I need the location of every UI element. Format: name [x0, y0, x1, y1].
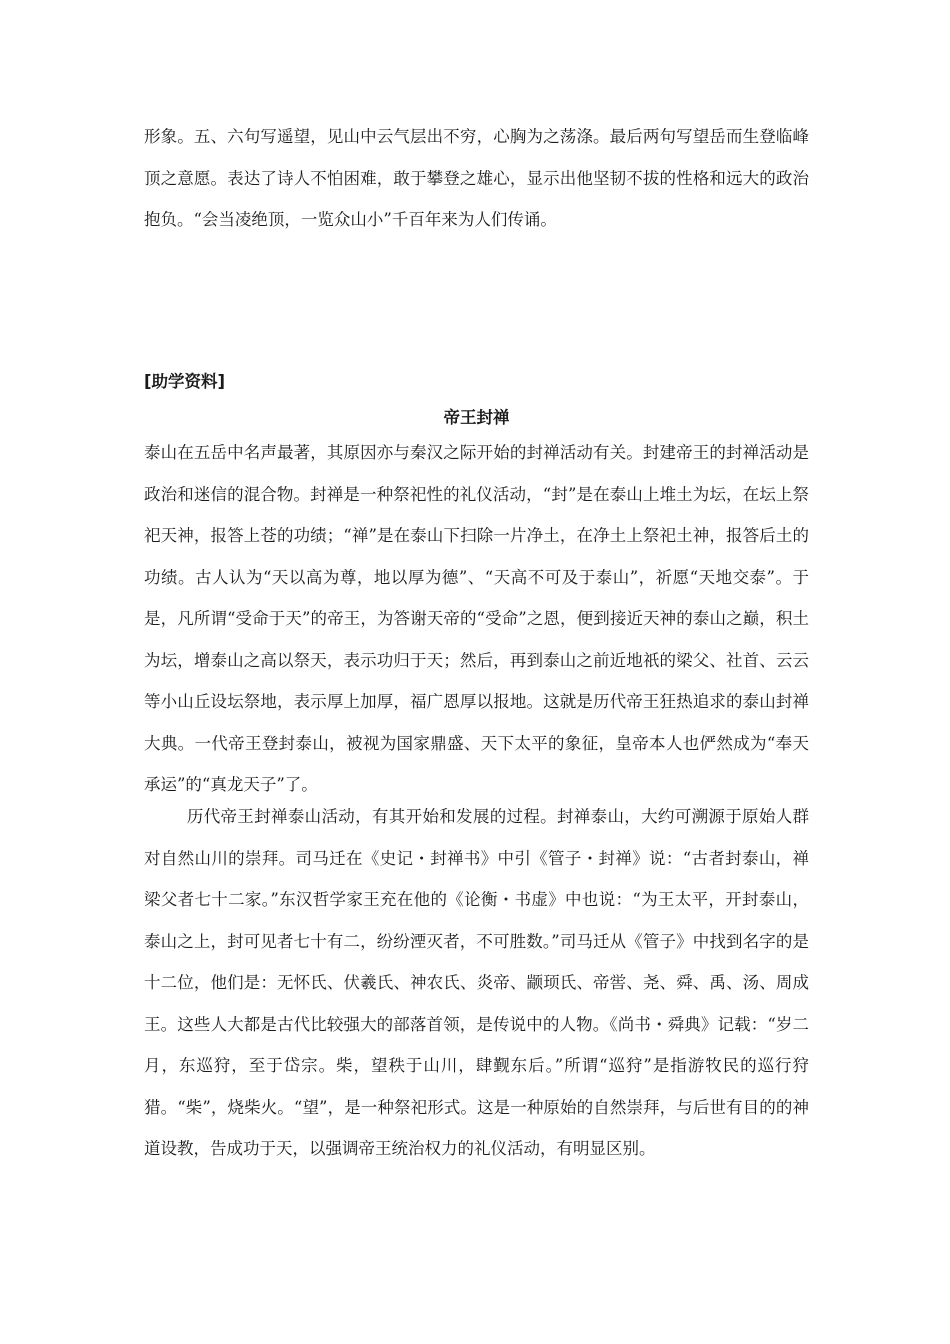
body-paragraph-1: 泰山在五岳中名声最著，其原因亦与秦汉之际开始的封禅活动有关。封建帝王的封禅活动是政治和迷信的混合物。封禅是一种祭祀性的礼仪活动，“封”是在泰山上堆土为坛，在坛上祭祀天神，报答上苍的功绩；“禅”是在泰山下扫除一片净土，在净土上祭祀土神，报答后土的功绩。古人认为“天以高为尊，地以厚为德”、“天高不可及于泰山”，祈愿“天地交泰”。于是，凡所谓“受命于天”的帝王，为答谢天帝的“受命”之恩，便到接近天神的泰山之巅，积土为坛，增泰山之高以祭天，表示功归于天；然后，再到泰山之前近地祇的梁父、社首、云云等小山丘设坛祭地，表示厚上加厚，福广恩厚以报地。这就是历代帝王狂热追求的泰山封禅大典。一代帝王登封泰山，被视为国家鼎盛、天下太平的象征，皇帝本人也俨然成为“奉天承运”的“真龙天子”了。 — [144, 443, 809, 794]
body-paragraph-2: 历代帝王封禅泰山活动，有其开始和发展的过程。封禅泰山，大约可溯源于原始人群对自然山川的崇拜。司马迁在《史记・封禅书》中引《管子・封禅》说：“古者封泰山，禅梁父者七十二家。”东汉哲学家王充在他的《论衡・书虚》中也说：“为王太平，开封泰山，泰山之上，封可见者七十有二，纷纷湮灭者，不可胜数。”司马迁从《管子》中找到名字的是十二位，他们是：无怀氏、伏羲氏、神农氏、炎帝、颛顼氏、帝喾、尧、舜、禹、汤、周成王。这些人大都是古代比较强大的部落首领，是传说中的人物。《尚书・舜典》记载：“岁二月，东巡狩，至于岱宗。柴，望秩于山川，肆觐东后。”所谓“巡狩”是指游牧民的巡行狩猎。“柴”，烧柴火。“望”，是一种祭祀形式。这是一种原始的自然崇拜，与后世有目的的神道设教，告成功于天，以强调帝王统治权力的礼仪活动，有明显区别。 — [144, 807, 809, 1158]
section-title: 帝王封禅 — [443, 408, 510, 427]
intro-paragraph: 形象。五、六句写遥望，见山中云气层出不穷，心胸为之荡涤。最后两句写望岳而生登临峰顶之意愿。表达了诗人不怕困难，敢于攀登之雄心，显示出他坚韧不拔的性格和远大的政治抱负。“会当凌绝顶，一览众山小”千百年来为人们传诵。 — [144, 127, 809, 229]
section-label: [助学资料] — [144, 372, 226, 391]
